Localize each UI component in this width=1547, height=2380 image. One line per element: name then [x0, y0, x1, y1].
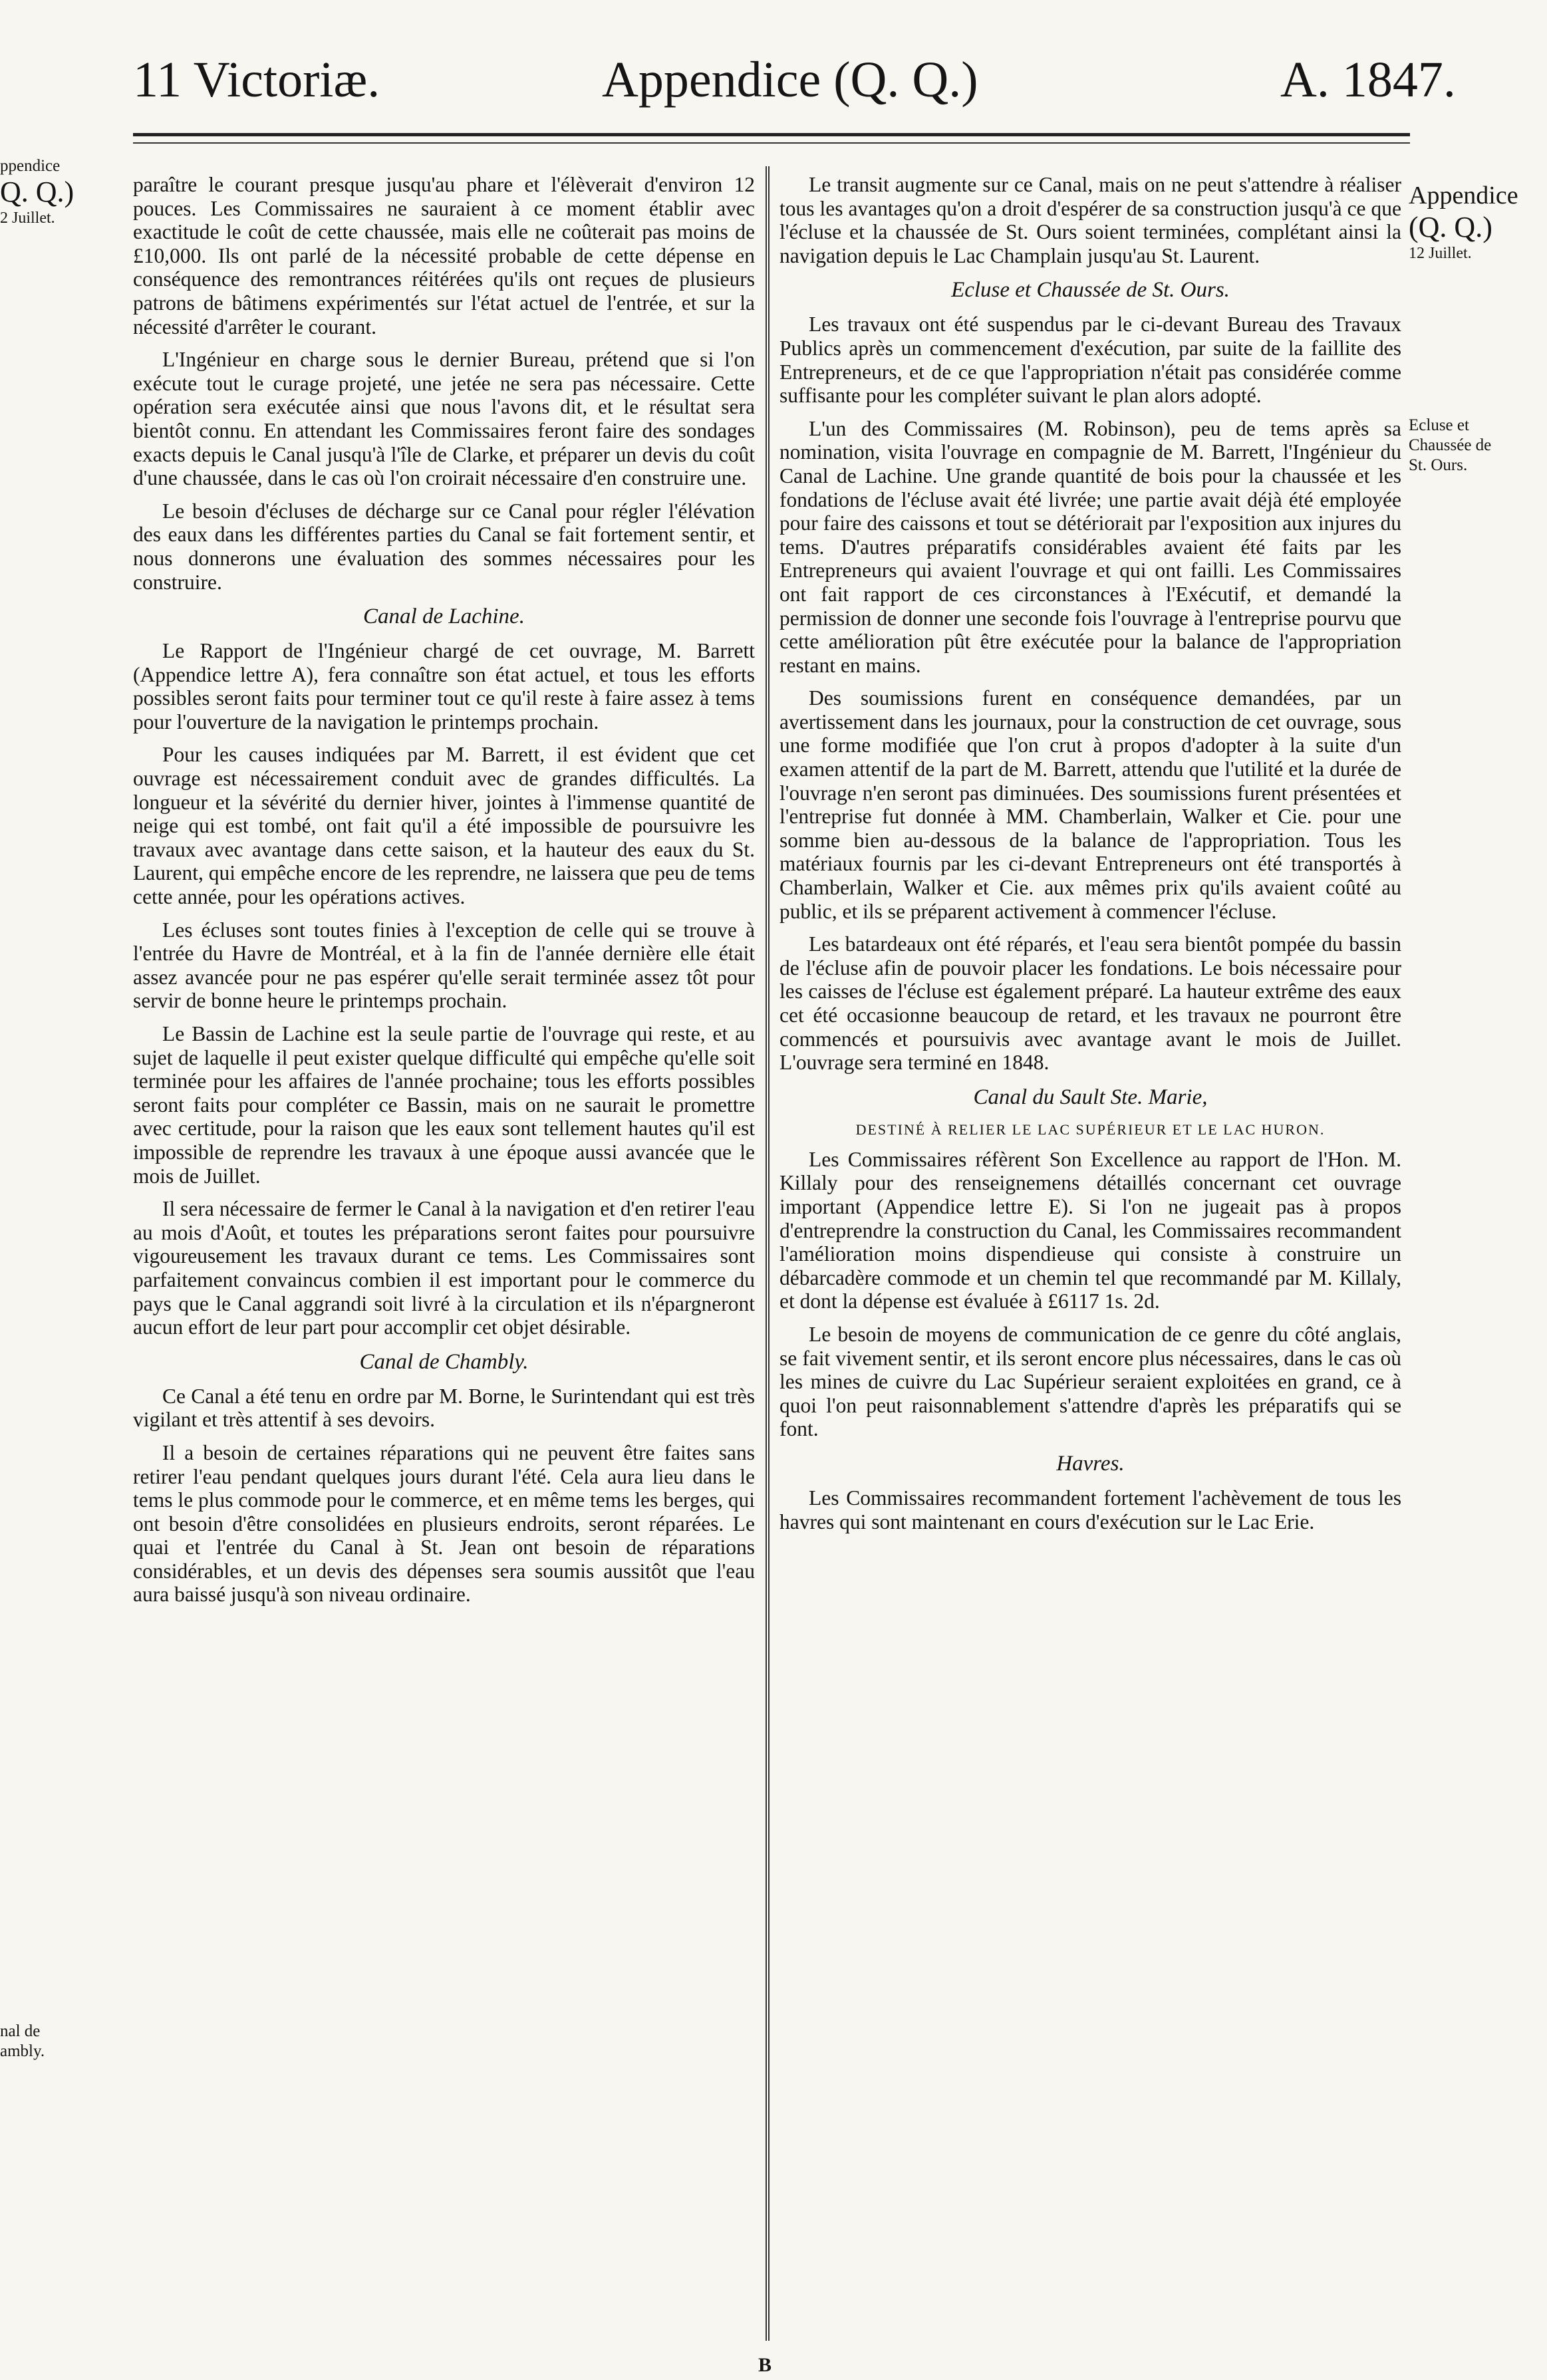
paragraph: Des soumissions furent en conséquence demandées, par un avertissement dans les journaux, pour la construction de cet ouvrage, sous une forme modifiée que l'on crut à propos d'adopter à la suite d'un examen attentif de la part de M. Barrett, attendu que l'utilité et la durée de l'ouvrage n'en seront pas diminuées. Des soumissions furent présentées et l'entreprise fut donnée à MM. Chamberlain, Walker et Cie. pour une somme bien au-dessous de la balance de l'appropriation. Tous les matériaux fournis par les ci-devant Entrepreneurs ont été transportés à Chamberlain, Walker et Cie. aux mêmes prix qu'ils avaient coûté au public, et ils se préparent activement à commencer l'écluse.: [779, 686, 1401, 923]
column-divider: [766, 166, 770, 2341]
page-header: [0, 47, 1547, 120]
section-heading: Ecluse et Chaussée de St. Ours.: [951, 278, 1230, 303]
paragraph: Le Rapport de l'Ingénieur chargé de cet ouvrage, M. Barrett (Appendice lettre A), fera connaître son état actuel, et tous les efforts possibles seront faits pour terminer tout ce qu'il reste à faire assez à tems pour l'ouverture de la navigation le printemps prochain.: [133, 639, 755, 733]
paragraph: L'un des Commissaires (M. Robinson), peu de tems après sa nomination, visita l'ouvrage en compagnie de M. Barrett, l'Ingénieur du Canal de Lachine. Une grande quantité de bois pour la chaussée et les fondations de l'écluse avait été livrée; une partie avait déjà été employée pour faire des caissons et tout se détériorait par l'exposition aux injures du tems. D'autres préparatifs considérables avaient été faits par les Entrepreneurs qui avaient l'ouvrage et qui ont failli. Les Commissaires ont fait rapport de ces circonstances à l'Exécutif, et demandé la permission de donner une seconde fois l'ouvrage à l'entreprise pourvu que cette amélioration pût être exécutée pour la balance de l'appropriation restant en mains.: [779, 416, 1401, 677]
paragraph: Le besoin d'écluses de décharge sur ce Canal pour régler l'élévation des eaux dans les différentes parties du Canal se fait fortement sentir, et nous donnerons une évaluation des sommes nécessaires pour les construire.: [133, 499, 755, 594]
paragraph: Les écluses sont toutes finies à l'exception de celle qui se trouve à l'entrée du Havre de Montréal, et à la fin de l'année dernière elle était assez avancée pour ne pas espérer qu'elle serait terminée assez tôt pour servir de bonne heure le printemps prochain.: [133, 918, 755, 1013]
margin-left-chambly: nal de ambly.: [0, 2022, 45, 2060]
header-session: 11 Victoriæ.: [133, 52, 380, 108]
paragraph: Ce Canal a été tenu en ordre par M. Borne, le Surintendant qui est très vigilant et très attentif à ses devoirs.: [133, 1384, 755, 1432]
header-appendix: Appendice (Q. Q.): [602, 52, 978, 108]
paragraph: Le transit augmente sur ce Canal, mais on ne peut s'attendre à réaliser tous les avantages qu'on a droit d'espérer de sa construction jusqu'à ce que l'écluse et la chaussée de St. Ours soient terminées, complétant ainsi la navigation depuis le Lac Champlain jusqu'au St. Laurent.: [779, 173, 1401, 267]
paragraph: Pour les causes indiquées par M. Barrett, il est évident que cet ouvrage est nécessairement conduit avec de grandes difficultés. La longueur et la sévérité du dernier hiver, jointes à l'immense quantité de neige qui est tombé, ont fait qu'il a été impossible de poursuivre les travaux avec avantage dans cette saison, et la hauteur des eaux du St. Laurent, qui empêche encore de les reprendre, ne laissera que peu de tems cette année, pour les opérations actives.: [133, 743, 755, 909]
header-rule-thin: [133, 142, 1410, 144]
section-heading: Havres.: [1056, 1451, 1125, 1476]
paragraph: Les Commissaires réfèrent Son Excellence au rapport de l'Hon. M. Killaly pour des renseignemens détaillés concernant cet ouvrage important (Appendice lettre E). Si l'on ne jugeait pas à propos d'entreprendre la construction du Canal, les Commissaires recommandent l'amélioration moins dispendieuse qui consiste à construire un débarcadère commode et un chemin tel que recommandé par M. Killaly, et dont la dépense est évaluée à £6117 1s. 2d.: [779, 1147, 1401, 1313]
left-column: [133, 173, 755, 2321]
paragraph: paraître le courant presque jusqu'au phare et l'élèverait d'environ 12 pouces. Les Commissaires ne sauraient à ce moment établir avec exactitude le coût de cette chaussée, mais elle ne coûterait pas moins de £10,000. Ils ont parlé de la nécessité probable de cette dépense en conséquence des remontrances réitérées qu'ils ont reçues de plusieurs patrons de bâtimens expérimentés sur l'état actuel de l'entrée, et sur la nécessité d'arrêter le courant.: [133, 173, 755, 338]
right-column: [779, 173, 1401, 2321]
section-heading: DESTINÉ À RELIER LE LAC SUPÉRIEUR ET LE LAC HURON.: [855, 1121, 1326, 1138]
section-heading: Canal de Chambly.: [359, 1349, 529, 1374]
paragraph: Les Commissaires recommandent fortement l'achèvement de tous les havres qui sont maintenant en cours d'exécution sur le Lac Erie.: [779, 1486, 1401, 1533]
paragraph: Le besoin de moyens de communication de ce genre du côté anglais, se fait vivement sentir, et ils seront encore plus nécessaires, dans le cas où les mines de cuivre du Lac Supérieur seraient exploitées en grand, ce à quoi l'on peut raisonnablement s'attendre d'après les préparatifs qui se font.: [779, 1322, 1401, 1441]
paragraph: Le Bassin de Lachine est la seule partie de l'ouvrage qui reste, et au sujet de laquelle il peut exister quelque difficulté qui empêche qu'elle soit terminée pour les affaires de l'année prochaine; tous les efforts possibles seront faits pour compléter ce Bassin, mais on ne saurait le promettre avec certitude, pour la raison que les eaux sont tellement hautes qu'il est impossible de reprendre les travaux à une époque aussi avancée que le mois de Juillet.: [133, 1022, 755, 1188]
paragraph: Les travaux ont été suspendus par le ci-devant Bureau des Travaux Publics après un commencement d'exécution, par suite de la faillite des Entrepreneurs, et de ce que l'appropriation n'était pas considérée comme suffisante pour les compléter suivant le plan alors adopté.: [779, 313, 1401, 408]
header-rule-thick: [133, 133, 1410, 136]
paragraph: Les batardeaux ont été réparés, et l'eau sera bientôt pompée du bassin de l'écluse afin de pouvoir placer les fondations. Le bois nécessaire pour les caisses de l'écluse est également préparé. La hauteur extrême des eaux cet été occasionne beaucoup de retard, et les travaux ne pourront être commencés et poursuivis avec avantage avant le mois de Juillet. L'ouvrage sera terminé en 1848.: [779, 932, 1401, 1075]
header-year: A. 1847.: [1280, 52, 1456, 108]
paragraph: Il a besoin de certaines réparations qui ne peuvent être faites sans retirer l'eau pendant quelques jours durant l'été. Cela aura lieu dans le tems le plus commode pour le commerce, et en même tems les berges, qui ont besoin d'être consolidées en plusieurs endroits, seront réparées. Le quai et l'entrée du Canal à St. Jean ont besoin de réparations considérables, et un devis des dépenses sera soumis aussitôt que l'eau aura baissé jusqu'à son niveau ordinaire.: [133, 1440, 755, 1607]
section-heading: Canal du Sault Ste. Marie,: [973, 1085, 1208, 1109]
signature-mark: B: [758, 2354, 772, 2376]
margin-right-st-ours: Ecluse et Chaussée de St. Ours.: [1409, 416, 1492, 474]
section-heading: Canal de Lachine.: [363, 604, 525, 629]
paragraph: Il sera nécessaire de fermer le Canal à la navigation et d'en retirer l'eau au mois d'Août, et toutes les préparations seront faites pour poursuivre vigoureusement les travaux durant ce tems. Les Commissaires sont parfaitement convaincus combien il est important pour le commerce du pays que le Canal aggrandi soit livré à la circulation et ils n'épargneront aucun effort de leur part pour accomplir cet objet désirable.: [133, 1197, 755, 1339]
margin-left-appendix: ppendice Q. Q.) 2 Juillet.: [0, 157, 74, 227]
margin-right-appendix: Appendice (Q. Q.) 12 Juillet.: [1409, 182, 1518, 262]
paragraph: L'Ingénieur en charge sous le dernier Bureau, prétend que si l'on exécute tout le curage projeté, une jetée ne sera pas nécessaire. Cette opération sera exécutée ainsi que nous l'avons dit, et le résultat sera bientôt connu. En attendant les Commissaires feront faire des sondages exacts depuis le Canal jusqu'à l'île de Clarke, et préparer un devis du coût d'une chaussée, dans le cas où l'on croirait nécessaire d'en construire une.: [133, 348, 755, 490]
